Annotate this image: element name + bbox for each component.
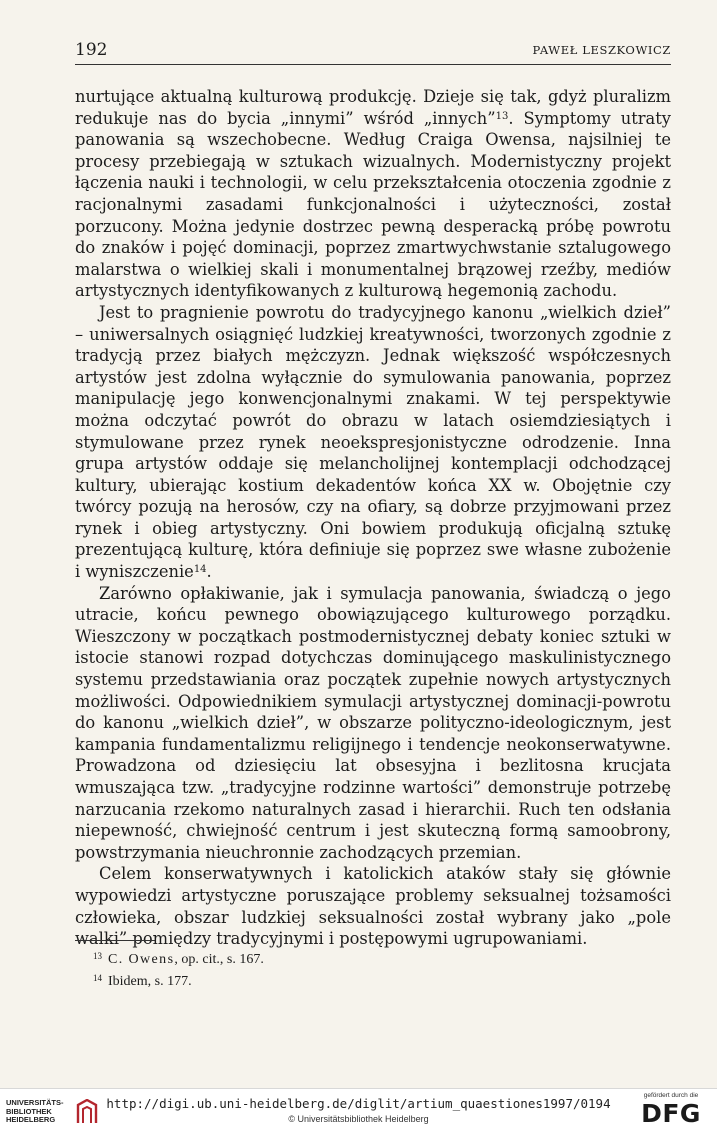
library-name-line-1: UNIVERSITÄTS-	[6, 1098, 64, 1107]
footnote-author: C. Owens	[108, 952, 175, 967]
paragraph-2-text-a: Jest to pragnienie powrotu do tradycyjnego kanonu „wielkich dzieł” – uniwersalnych osiągnięć ludzkiej kreatywności, tworzonych zgodnie z tradycją przez białych mężczyzn. Jednak większość współczesnych artystów jest zdolna wyłącznie do symulowania panowania, poprzez manipulację jego konwencjonalnymi znakami. W tej perspektywie można odczytać powrót do obrazu w latach osiemdziesiątych i stymulowane przez rynek neoekspresjonistyczne odrodzenie. Inna grupa artystów oddaje się melancholijnej kontemplacji odchodzącej kultury, ubierając kostium dekadentów końca XX w. Obojętnie czy twórcy pozują na herosów, czy na ofiary, są dobrze przyjmowani przez rynek i obieg artystyczny. Oni bowiem produkują oficjalną sztukę prezentującą kulturę, która definiuje się poprzez swe własne zubożenie i wyniszczenie	[75, 302, 671, 582]
paragraph-2	[75, 302, 671, 583]
dfg-caption: gefördert durch die	[643, 1092, 699, 1099]
header-rule	[75, 64, 671, 65]
copyright-notice: © Universitätsbibliothek Heidelberg	[288, 1114, 429, 1124]
footnote-ref-14[interactable]: 14	[193, 564, 207, 576]
footnote-number: 14	[93, 973, 102, 983]
paragraph-1-text-b: . Symptomy utraty panowania są wszechobecne. Według Craiga Owensa, najsilniej te procesy przebiegają w sztukach wizualnych. Modernistyczny projekt łączenia nauki i technologii, w celu przekształcenia otoczenia zgodnie z racjonalnymi zasadami funkcjonalności i użyteczności, został porzucony. Można jedynie dostrzec pewną desperacką próbę powrotu do znaków i pojęć dominacji, poprzez zmartwychwstanie sztalugowego malarstwa o wielkiej skali i monumentalnej brązowej rzeźby, mediów artystycznych identyfikowanych z kulturową hegemonią zachodu.	[75, 108, 671, 301]
footnote-ref-13[interactable]: 13	[495, 110, 509, 122]
dfg-logo[interactable]	[633, 1092, 709, 1128]
footnote-13	[93, 947, 653, 969]
footnote-rule	[75, 940, 155, 941]
paragraph-1	[75, 86, 671, 302]
running-head: PAWEŁ LESZKOWICZ	[532, 43, 671, 57]
body-text	[75, 86, 671, 950]
footnote-text: Ibidem, s. 177.	[108, 974, 192, 989]
permalink-url[interactable]: http://digi.ub.uni-heidelberg.de/diglit/artium_quaestiones1997/0194	[106, 1096, 611, 1111]
page-header	[75, 40, 671, 62]
library-name-line-3: HEIDELBERG	[6, 1115, 56, 1125]
footnotes	[93, 947, 653, 991]
paragraph-1-text-a: nurtujące aktualną kulturową produkcję. Dzieje się tak, gdyż pluralizm redukuje nas do bycia „innymi” wśród „innych”	[75, 87, 671, 128]
dfg-wordmark: DFG	[641, 1099, 701, 1128]
footnote-number: 13	[93, 951, 102, 961]
footnote-14	[93, 969, 653, 991]
paragraph-2-text-b: .	[206, 562, 212, 582]
library-name-line-2: BIBLIOTHEK	[6, 1106, 52, 1116]
footnote-text: , op. cit., s. 167.	[174, 952, 264, 967]
footer-bar	[0, 1088, 717, 1131]
page-number: 192	[75, 40, 108, 60]
paragraph-3: Zarówno opłakiwanie, jak i symulacja panowania, świadczą o jego utracie, końcu pewnego obowiązującego kulturowego porządku. Wieszczony w początkach postmodernistycznej debaty koniec sztuki w istocie stanowi rozpad dotychczas dominującego maskulinistycznego systemu przedstawiania oraz początek zupełnie nowych artystycznych możliwości. Odpowiednikiem symulacji artystycznej dominacji-powrotu do kanonu „wielkich dzieł”, w obszarze polityczno-ideologicznym, jest kampania fundamentalizmu religijnego i tendencje neokonserwatywne. Prowadzona od dziesięciu lat obsesyjna i bezlitosna krucjata wmuszająca tzw. „tradycyjne rodzinne wartości” demonstruje potrzebę narzucania rzekomo naturalnych zasad i hierarchii. Ruch ten odsłania niepewność, chwiejność centrum i jest skuteczną formą samoobrony, powstrzymania nieuchronnie zachodzących przemian.	[75, 583, 671, 862]
paragraph-4: Celem konserwatywnych i katolickich ataków stały się głównie wypowiedzi artystyczne poruszające problemy seksualnej tożsamości człowieka, obszar ludzkiej seksualności został wybrany jako „pole walki” pomiędzy tradycyjnymi i postępowymi ugrupowaniami.	[75, 864, 671, 949]
